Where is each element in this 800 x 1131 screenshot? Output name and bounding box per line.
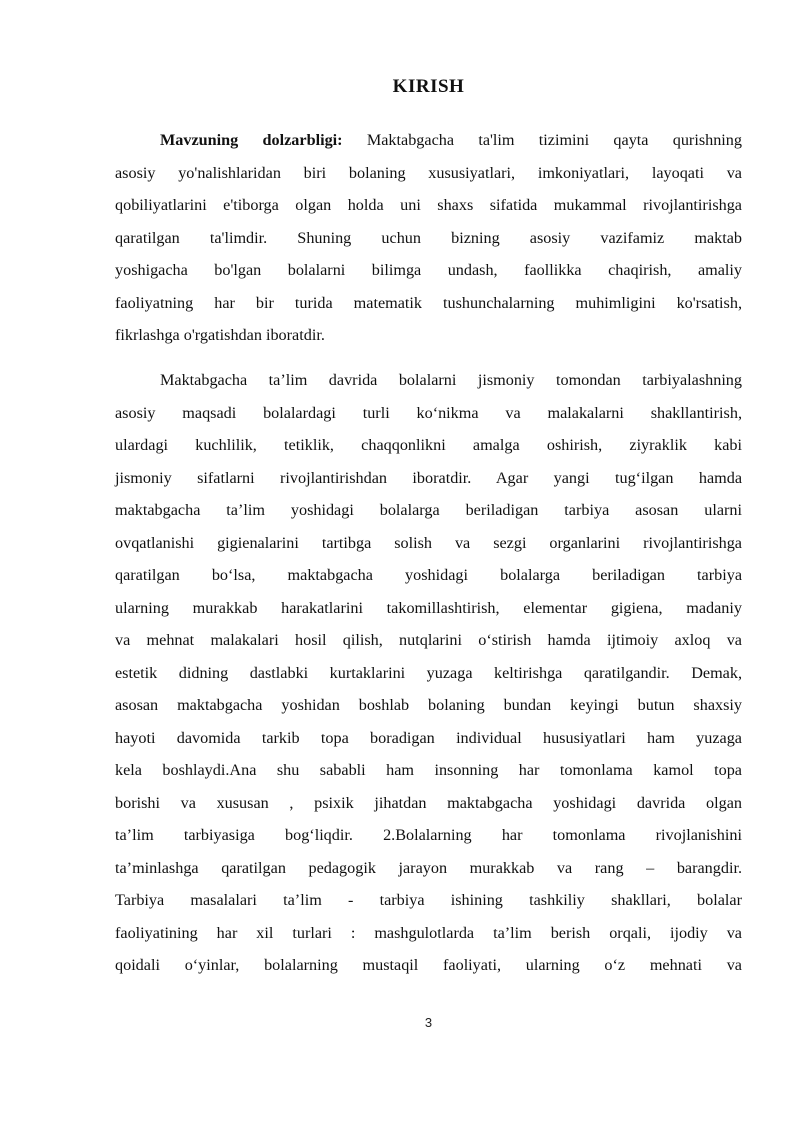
text-line-content: Maktabgacha ta'lim tizimini qayta qurishning (342, 131, 742, 149)
text-line: estetik didning dastlabki kurtaklarini yuzaga keltirishga qaratilgandir. Demak, (115, 663, 742, 682)
text-line: qoidali o‘yinlar, bolalarning mustaqil faoliyati, ularning o‘z mehnati va (115, 956, 742, 974)
text-line: faoliyatining har xil turlari : mashgulotlarda ta’lim berish orqali, ijodiy va (115, 923, 742, 942)
text-line: ovqatlanishi gigienalarini tartibga solish va sezgi organlarini rivojlantirishga (115, 533, 742, 552)
text-line: qaratilgan ta'limdir. Shuning uchun bizning asosiy vazifamiz maktab (115, 228, 742, 247)
text-line: jismoniy sifatlarni rivojlantirishdan iboratdir. Agar yangi tug‘ilgan hamda (115, 468, 742, 487)
text-line (115, 124, 742, 157)
text-line: ta’minlashga qaratilgan pedagogik jarayon murakkab va rang – barangdir. (115, 858, 742, 877)
text-line: asosiy maqsadi bolalardagi turli ko‘nikma va malakalarni shakllantirish, (115, 403, 742, 422)
text-line: ulardagi kuchlilik, tetiklik, chaqqonlikni amalga oshirish, ziyraklik kabi (115, 436, 742, 454)
text-line: ularning murakkab harakatlarini takomillashtirish, elementar gigiena, madaniy (115, 598, 742, 617)
page-title: KIRISH (392, 76, 465, 97)
text-line: Maktabgacha ta’lim davrida bolalarni jismoniy tomondan tarbiyalashning (160, 371, 742, 389)
text-line: maktabgacha ta’lim yoshidagi bolalarga beriladigan tarbiya asosan ularni (115, 501, 742, 519)
page-number: 3 (424, 1015, 433, 1030)
text-line: borishi va xususan , psixik jihatdan maktabgacha yoshidagi davrida olgan (115, 793, 742, 812)
text-line: ta’lim tarbiyasiga bog‘liqdir. 2.Bolalarning har tomonlama rivojlanishini (115, 826, 742, 844)
text-line: qaratilgan bo‘lsa, maktabgacha yoshidagi bolalarga beriladigan tarbiya (115, 566, 742, 584)
text-line: fikrlashga o'rgatishdan iboratdir. (115, 326, 325, 344)
text-line: kela boshlaydi.Ana shu sababli ham insonning har tomonlama kamol topa (115, 761, 742, 779)
text-line: asosiy yo'nalishlaridan biri bolaning xususiyatlari, imkoniyatlari, layoqati va (115, 163, 742, 182)
paragraph-relevance (115, 124, 742, 352)
relevance-heading: Mavzuning dolzarbligi: (160, 131, 343, 149)
text-line: va mehnat malakalari hosil qilish, nutqlarini o‘stirish hamda ijtimoiy axloq va (115, 631, 742, 649)
text-line: faoliyatning har bir turida matematik tushunchalarning muhimligini ko'rsatish, (115, 293, 742, 312)
text-line: yoshigacha bo'lgan bolalarni bilimga undash, faollikka chaqirish, amaliy (115, 261, 742, 279)
text-line: Tarbiya masalalari ta’lim - tarbiya ishining tashkiliy shakllari, bolalar (115, 891, 742, 909)
paragraph-preschool-education (115, 364, 742, 982)
text-line: qobiliyatlarini e'tiborga olgan holda uni shaxs sifatida mukammal rivojlantirishga (115, 196, 742, 214)
text-line: asosan maktabgacha yoshidan boshlab bolaning bundan keyingi butun shaxsiy (115, 696, 742, 714)
text-line: hayoti davomida tarkib topa boradigan individual hususiyatlari ham yuzaga (115, 728, 742, 747)
